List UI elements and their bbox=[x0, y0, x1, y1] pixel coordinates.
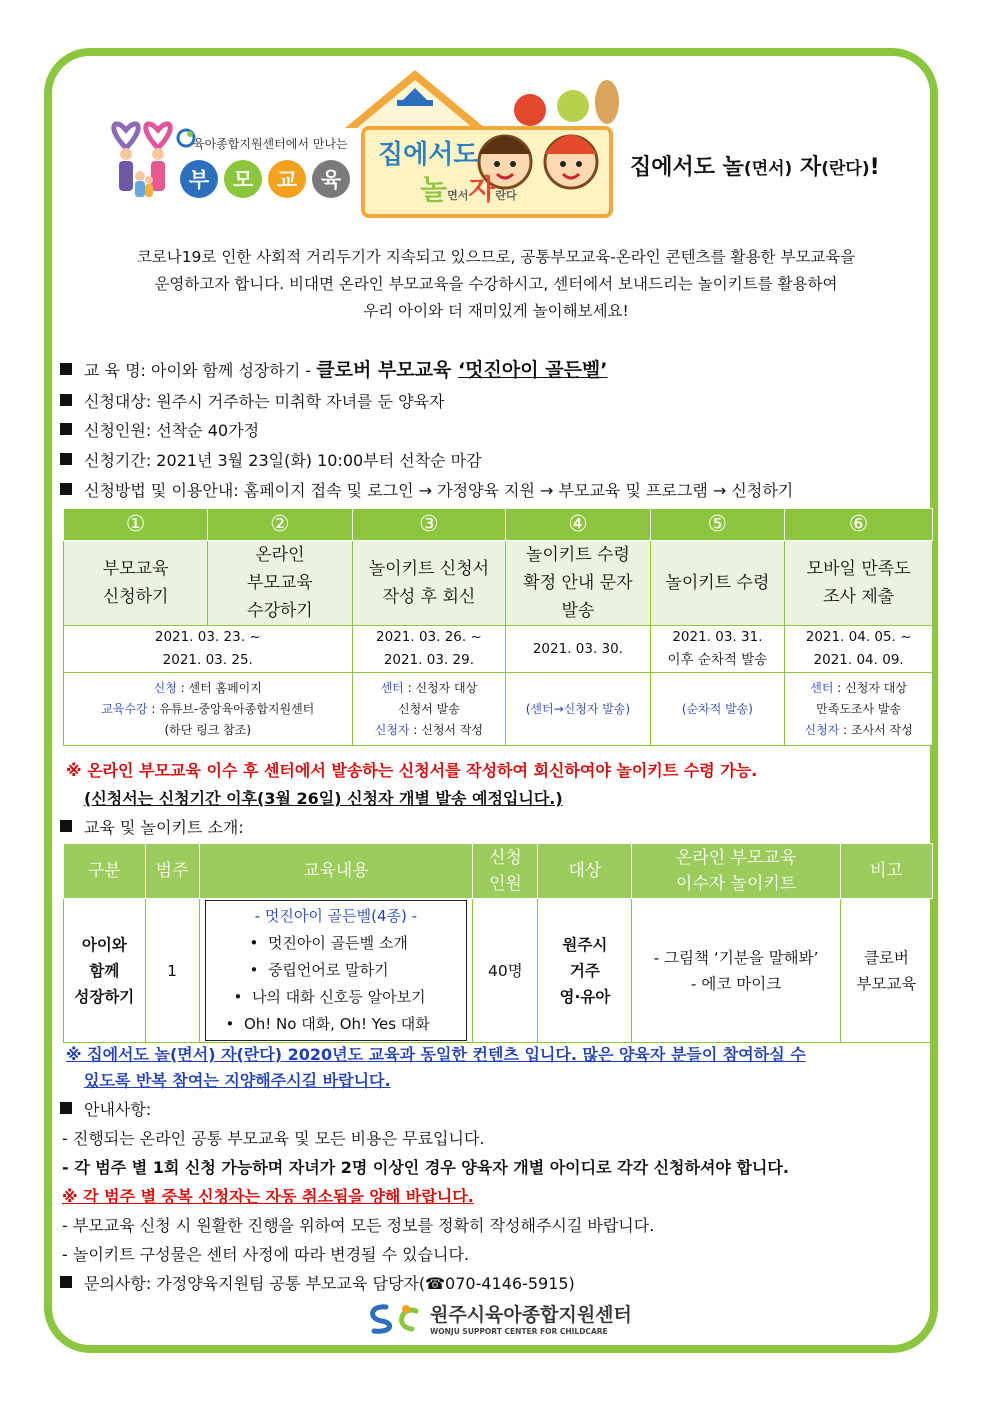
brand-badges bbox=[180, 160, 350, 198]
guide-line-5: - 놀이키트 구성물은 센터 사정에 따라 변경될 수 있습니다. bbox=[62, 1245, 470, 1264]
step-title: 놀이키트 신청서 작성 후 회신 bbox=[352, 541, 506, 626]
brand-caption: 육아종합지원센터에서 만나는 bbox=[193, 137, 348, 151]
guide-label: 안내사항: bbox=[60, 1097, 151, 1120]
header-category: 구분 bbox=[64, 844, 146, 899]
notice-kit-receive: ※ 온라인 부모교육 이수 후 센터에서 발송하는 신청서를 작성하여 회신하여야 놀이키트 수령 가능. bbox=[66, 761, 758, 780]
header-kit: 온라인 부모교육 이수자 놀이키트 bbox=[632, 844, 841, 899]
badge-yuk: 육 bbox=[312, 160, 350, 198]
info-period: 신청기간: 2021년 3월 23일(화) 10:00부터 선착순 마감 bbox=[60, 448, 482, 471]
table-row bbox=[64, 899, 933, 1043]
info-target: 신청대상: 원주시 거주하는 미취학 자녀를 둔 양육자 bbox=[60, 389, 444, 412]
page-title: 집에서도 놀(면서) 자(란다)! bbox=[630, 155, 880, 180]
step-number: ⑥ bbox=[785, 509, 933, 541]
step-number: ① bbox=[64, 509, 208, 541]
step-note: 신청 : 센터 홈페이지 교육수강 : 유튜브-중앙육아종합지원센터 (하단 링크 참조) bbox=[64, 673, 353, 746]
guide-line-2: - 각 범주 별 1회 신청 가능하며 자녀가 2명 이상인 경우 양육자 개별 아이디로 각각 신청하셔야 합니다. bbox=[62, 1158, 789, 1177]
cell-target: 원주시 거주 영·유아 bbox=[538, 899, 632, 1043]
header-target: 대상 bbox=[538, 844, 632, 899]
step-note: (순차적 발송) bbox=[650, 673, 785, 746]
hero-title-line1: 집에서도 bbox=[378, 140, 479, 170]
header-people: 신청 인원 bbox=[473, 844, 538, 899]
cell-content bbox=[199, 899, 473, 1043]
program-table bbox=[63, 843, 933, 1043]
footer-logo bbox=[366, 1300, 632, 1336]
step-title: 온라인 부모교육 수강하기 bbox=[208, 541, 352, 626]
notice-repeat-line1: ※ 집에서도 놀(면서) 자(란다) 2020년도 교육과 동일한 컨텐츠 입니다. 많은 양육자 분들이 참여하실 수 bbox=[66, 1045, 806, 1064]
header-remark: 비고 bbox=[840, 844, 932, 899]
step-title: 놀이키트 수령 확정 안내 문자 발송 bbox=[506, 541, 650, 626]
info-count: 신청인원: 선착순 40가정 bbox=[60, 418, 259, 441]
contact-info: 문의사항: 가정양육지원팀 공통 부모교육 담당자(☎070-4146-5915) bbox=[60, 1271, 575, 1294]
step-date: 2021. 04. 05. ~ 2021. 04. 09. bbox=[785, 626, 933, 673]
info-method: 신청방법 및 이용안내: 홈페이지 접속 및 로그인 → 가정양육 지원 → 부모교육 및 프로그램 → 신청하기 bbox=[60, 478, 793, 501]
section-intro-label: 교육 및 놀이키트 소개: bbox=[60, 815, 244, 838]
cell-kit: - 그림책 ‘기분을 말해봐’ - 에코 마이크 bbox=[632, 899, 841, 1043]
steps-table bbox=[63, 508, 933, 746]
badge-gyo: 교 bbox=[268, 160, 306, 198]
content-box: - 멋진아이 골든벨(4종) - • 멋진아이 골든벨 소개 • 중립언어로 말하기 • 나의 대화 신호등 알아보기 • Oh! No 대화, Oh! Yes 대화 bbox=[205, 900, 468, 1041]
hero-title-line2: 놀면서자란다 bbox=[420, 173, 517, 206]
step-title: 부모교육 신청하기 bbox=[64, 541, 208, 626]
step-note: 센터 : 신청자 대상 만족도조사 발송 신청자 : 조사서 작성 bbox=[785, 673, 933, 746]
step-date: 2021. 03. 31. 이후 순차적 발송 bbox=[650, 626, 785, 673]
notice-application-form: (신청서는 신청기간 이후(3월 26일) 신청자 개별 발송 예정입니다.) bbox=[84, 789, 563, 808]
badge-mo: 모 bbox=[224, 160, 262, 198]
step-title: 놀이키트 수령 bbox=[650, 541, 785, 626]
step-date: 2021. 03. 30. bbox=[506, 626, 650, 673]
guide-line-4: - 부모교육 신청 시 원활한 진행을 위하여 모든 정보를 정확히 작성해주시길 바랍니다. bbox=[62, 1216, 655, 1235]
guide-line-3: ※ 각 범주 별 중복 신청자는 자동 취소됨을 양해 바랍니다. bbox=[62, 1187, 474, 1206]
step-date: 2021. 03. 23. ~ 2021. 03. 25. bbox=[64, 626, 353, 673]
step-number: ② bbox=[208, 509, 352, 541]
step-note: (센터→신청자 발송) bbox=[506, 673, 650, 746]
header-scope: 범주 bbox=[145, 844, 199, 899]
info-edu-name: 교 육 명: 아이와 함께 성장하기 - 클로버 부모교육 ‘멋진아이 골든벨’ bbox=[60, 355, 608, 382]
step-number: ③ bbox=[352, 509, 506, 541]
step-date: 2021. 03. 26. ~ 2021. 03. 29. bbox=[352, 626, 506, 673]
step-title: 모바일 만족도 조사 제출 bbox=[785, 541, 933, 626]
step-number: ④ bbox=[506, 509, 650, 541]
step-note: 센터 : 신청자 대상 신청서 발송 신청자 : 신청서 작성 bbox=[352, 673, 506, 746]
cell-people: 40명 bbox=[473, 899, 538, 1043]
cell-scope: 1 bbox=[145, 899, 199, 1043]
center-name: 원주시육아종합지원센터 bbox=[430, 1304, 632, 1326]
notice-repeat-line2: 있도록 반복 참여는 지양해주시길 바랍니다. bbox=[84, 1071, 391, 1090]
badge-bu: 부 bbox=[180, 160, 218, 198]
cell-remark: 클로버 부모교육 bbox=[840, 899, 932, 1043]
intro-text: 코로나19로 인한 사회적 거리두기가 지속되고 있으므로, 공통부모교육-온라인 콘텐츠를 활용한 부모교육을 운영하고자 합니다. 비대면 온라인 부모교육을 수강하시고, 센터에서 보내드리는 놀이키트를 활용하여 우리 아이와 더 재미있게 놀이해보세요! bbox=[136, 248, 856, 320]
center-logo-icon bbox=[366, 1301, 424, 1335]
guide-line-1: - 진행되는 온라인 공통 부모교육 및 모든 비용은 무료입니다. bbox=[62, 1129, 485, 1148]
family-illustration bbox=[104, 118, 180, 204]
center-name-en: WONJU SUPPORT CENTER FOR CHILDCARE bbox=[430, 1327, 608, 1336]
step-number: ⑤ bbox=[650, 509, 785, 541]
cell-category: 아이와 함께 성장하기 bbox=[64, 899, 146, 1043]
header-content: 교육내용 bbox=[199, 844, 473, 899]
